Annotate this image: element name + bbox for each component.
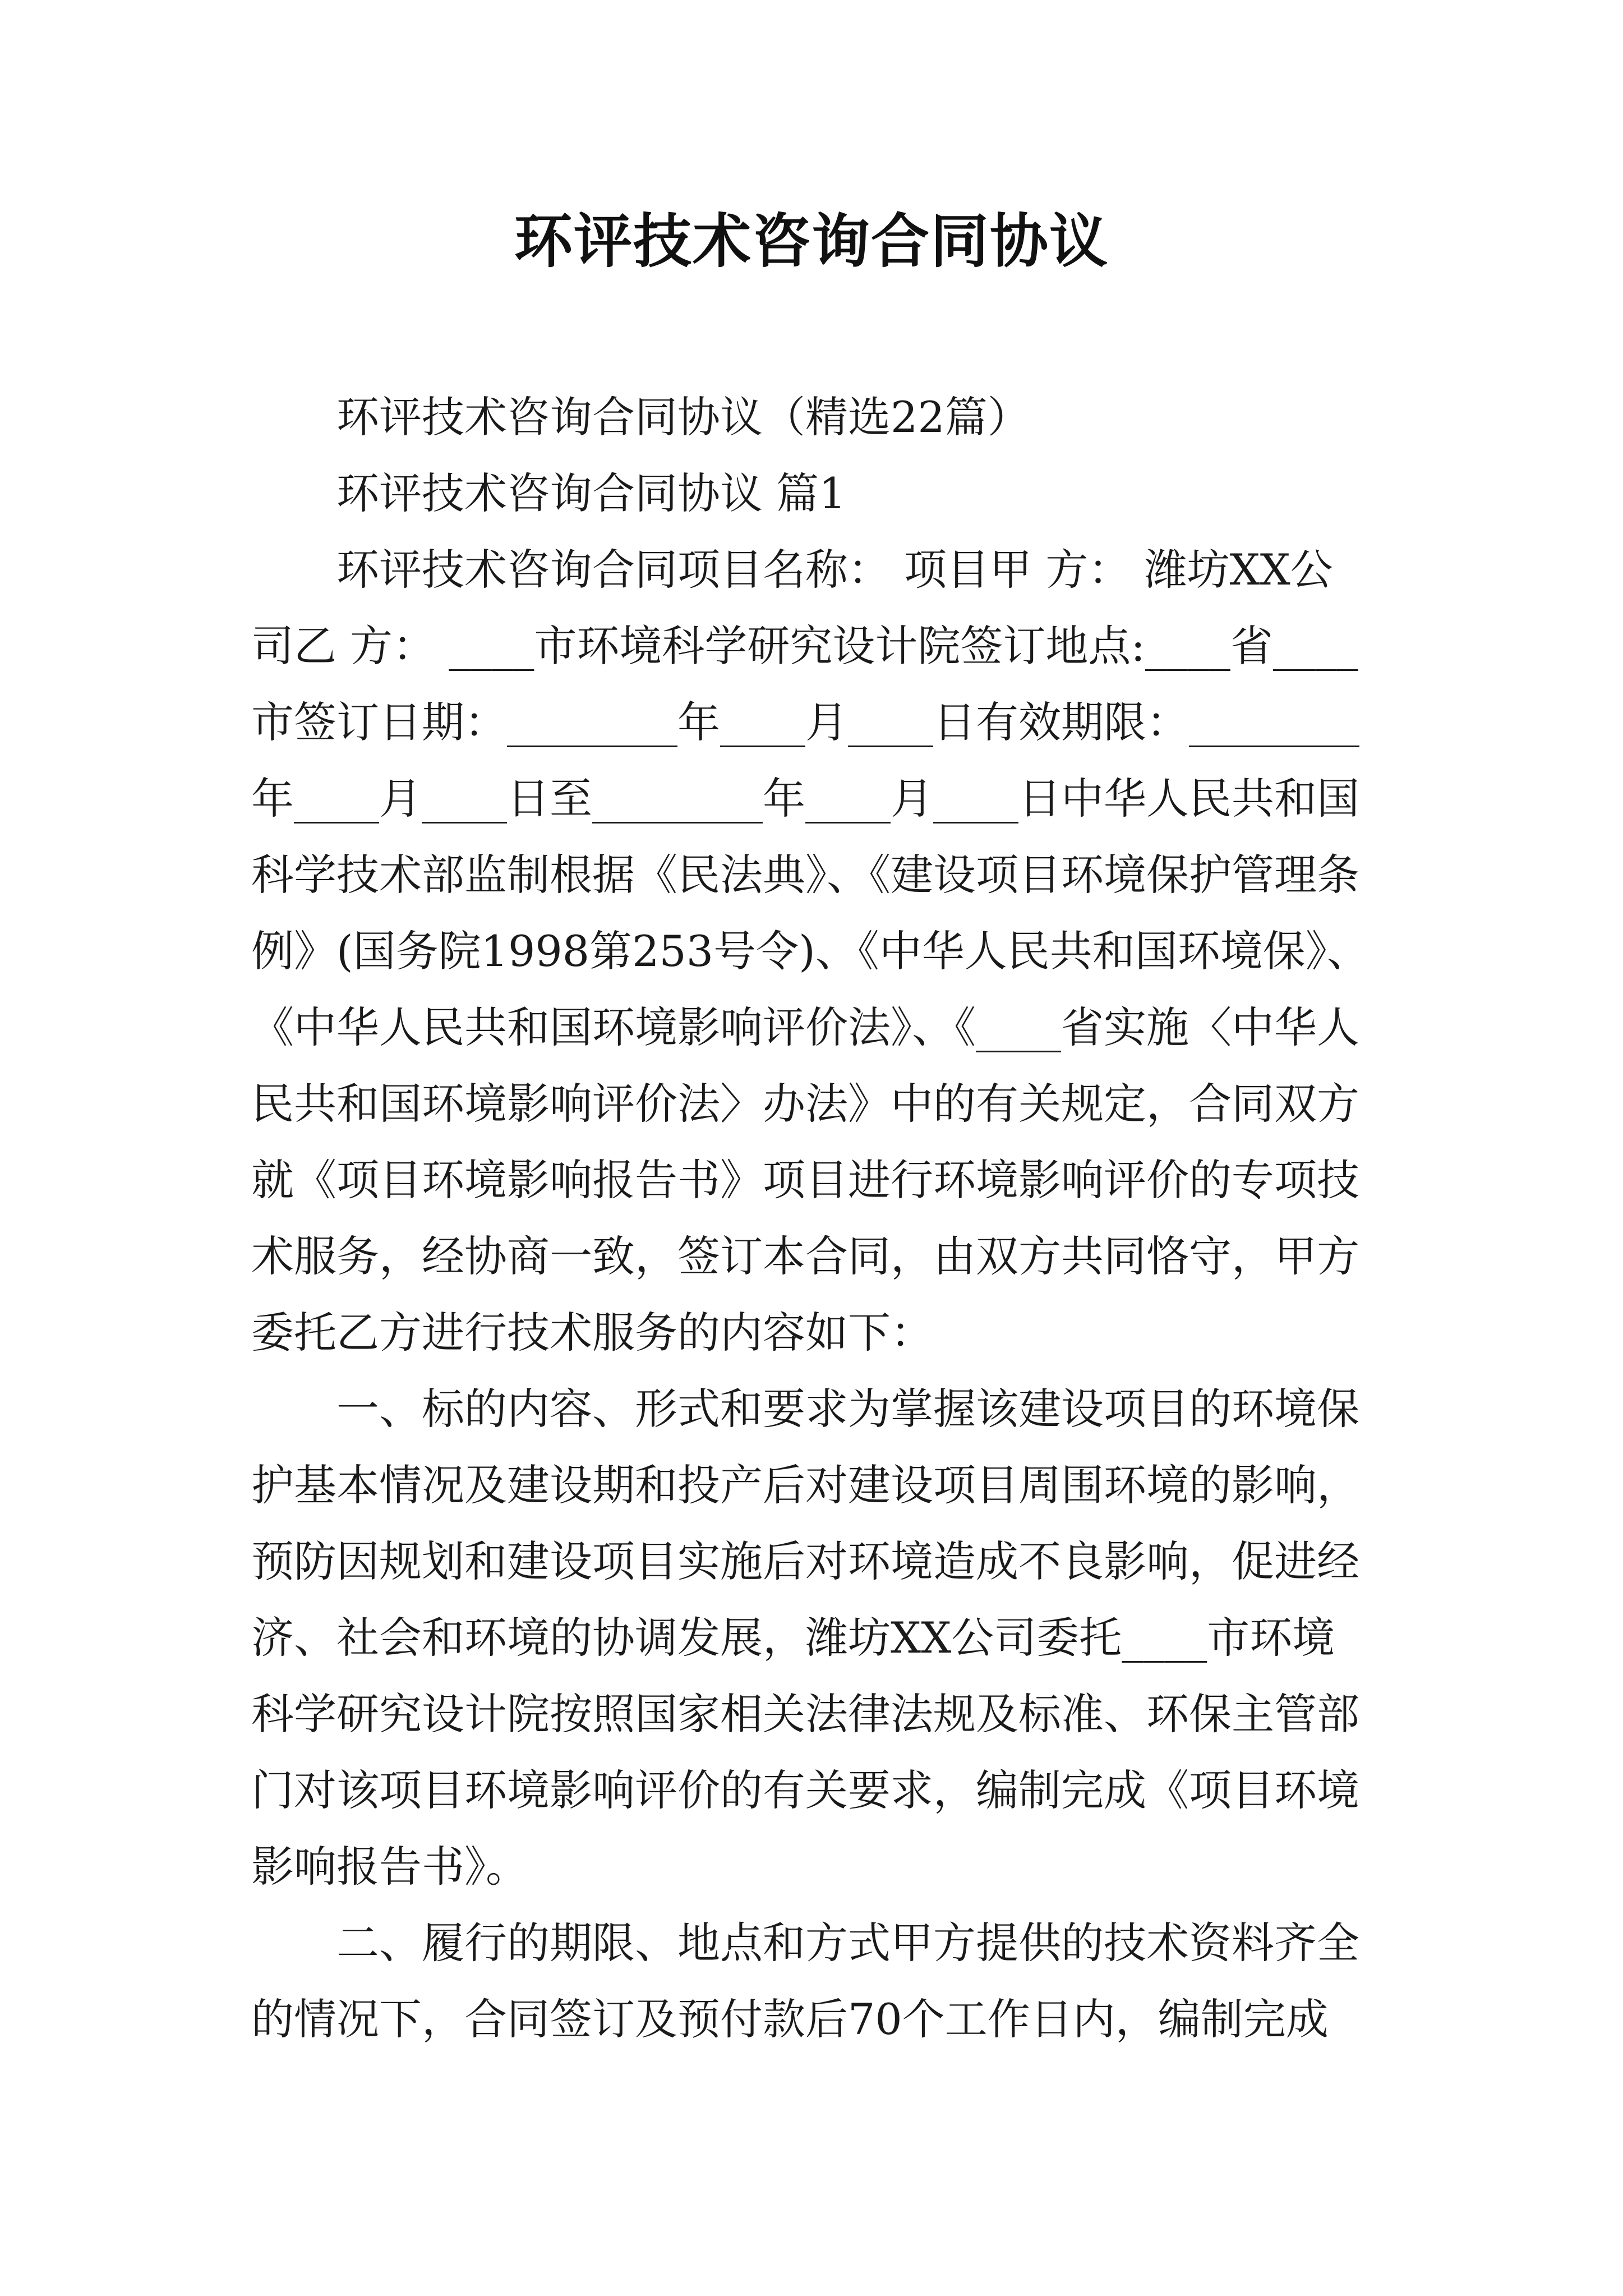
text-line: 科学技术部监制根据《民法典》、《建设项目环境保护管理条 — [251, 850, 1359, 900]
text-line: 术服务，经协商一致，签订本合同，由双方共同恪守，甲方 — [251, 1231, 1359, 1281]
text-line: 环评技术咨询合同协议 篇1 — [251, 468, 846, 518]
text-line: 就《项目环境影响报告书》项目进行环境影响评价的专项技 — [251, 1155, 1359, 1205]
text-line: 环评技术咨询合同项目名称： 项目甲 方： 潍坊XX公 — [251, 545, 1333, 595]
text-line: 委托乙方进行技术服务的内容如下： — [251, 1308, 933, 1358]
text-line: 济、社会和环境的协调发展，潍坊XX公司委托____市环境 — [251, 1613, 1335, 1663]
text-line: 科学研究设计院按照国家相关法律法规及标准、环保主管部 — [251, 1689, 1359, 1739]
text-line: 预防因规划和建设项目实施后对环境造成不良影响，促进经 — [251, 1536, 1359, 1586]
text-line: 民共和国环境影响评价法〉办法》中的有关规定，合同双方 — [251, 1079, 1359, 1129]
text-line: 一、标的内容、形式和要求为掌握该建设项目的环境保 — [251, 1384, 1359, 1434]
text-line: 年____月____日至________年____月____日中华人民共和国 — [251, 774, 1359, 823]
text-line: 护基本情况及建设期和投产后对建设项目周围环境的影响， — [251, 1460, 1359, 1510]
document-body — [251, 379, 1384, 2058]
text-line: 二、履行的期限、地点和方式甲方提供的技术资料齐全 — [251, 1918, 1359, 1968]
document-title: 环评技术咨询合同协议 — [514, 206, 1109, 275]
text-line: 门对该项目环境影响评价的有关要求，编制完成《项目环境 — [251, 1765, 1359, 1815]
text-line: 司乙 方： ____市环境科学研究设计院签订地点:____省____ — [251, 621, 1358, 671]
text-line: 市签订日期：________年____月____日有效期限：________ — [251, 697, 1359, 747]
text-line: 的情况下，合同签订及预付款后70个工作日内，编制完成 — [251, 1994, 1329, 2044]
text-line: 影响报告书》。 — [251, 1842, 528, 1892]
text-line: 环评技术咨询合同协议（精选22篇） — [251, 392, 1030, 442]
text-line: 《中华人民共和国环境影响评价法》、《____省实施〈中华人 — [251, 1002, 1359, 1052]
text-line: 例》(国务院1998第253号令)、《中华人民共和国环境保》、 — [251, 926, 1370, 976]
